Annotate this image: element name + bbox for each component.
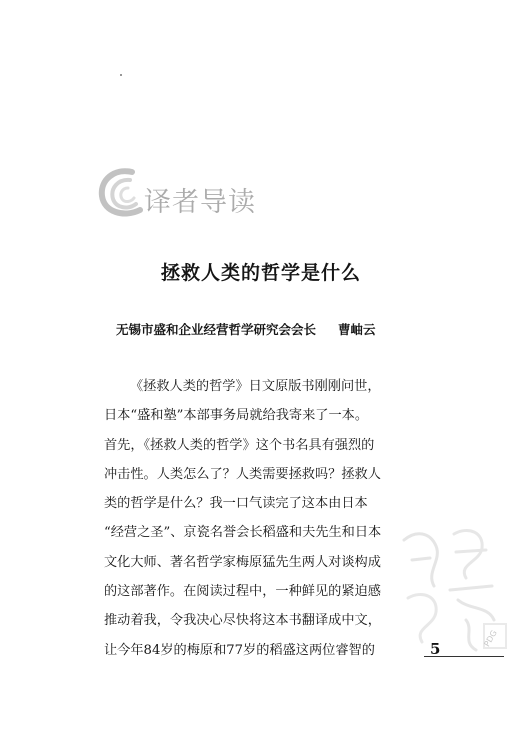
body-line: 类的哲学是什么？我一口气读完了这本由日本	[104, 496, 368, 512]
article-title: 拯救人类的哲学是什么	[160, 262, 361, 284]
body-line: 推动着我，令我决心尽快将这本书翻译成中文，	[104, 613, 381, 629]
body-line: 文化大师、著名哲学家梅原猛先生两人对谈构成	[104, 554, 381, 570]
library-seal-watermark	[396, 520, 514, 670]
footer-rule	[424, 656, 504, 657]
byline-author: 曹岫云	[338, 322, 376, 337]
section-header	[92, 152, 282, 232]
byline-affiliation: 无锡市盛和企业经营哲学研究会会长	[116, 322, 317, 337]
body-line: 《拯救人类的哲学》日文原版书刚刚问世，	[130, 379, 381, 394]
body-line: “经营之圣”、京瓷名誉会长稻盛和夫先生和日本	[104, 525, 382, 541]
byline	[116, 320, 376, 338]
section-title: 译者导读	[144, 187, 256, 218]
page-number: 5	[430, 640, 441, 658]
body-line: 日本“盛和塾”本部事务局就给我寄来了一本。	[104, 408, 369, 424]
body-line: 让今年84岁的梅原和77岁的稻盛这两位睿智的	[104, 642, 375, 658]
body-line: 首先，《拯救人类的哲学》这个书名具有强烈的	[104, 437, 375, 453]
watermark-label: PDG	[482, 628, 499, 649]
body-text	[104, 372, 404, 665]
body-line: 冲击性。人类怎么了？人类需要拯救吗？拯救人	[104, 466, 381, 482]
scan-speck	[120, 74, 122, 76]
body-line: 的这部著作。在阅读过程中，一种鲜见的紧迫感	[104, 584, 381, 600]
